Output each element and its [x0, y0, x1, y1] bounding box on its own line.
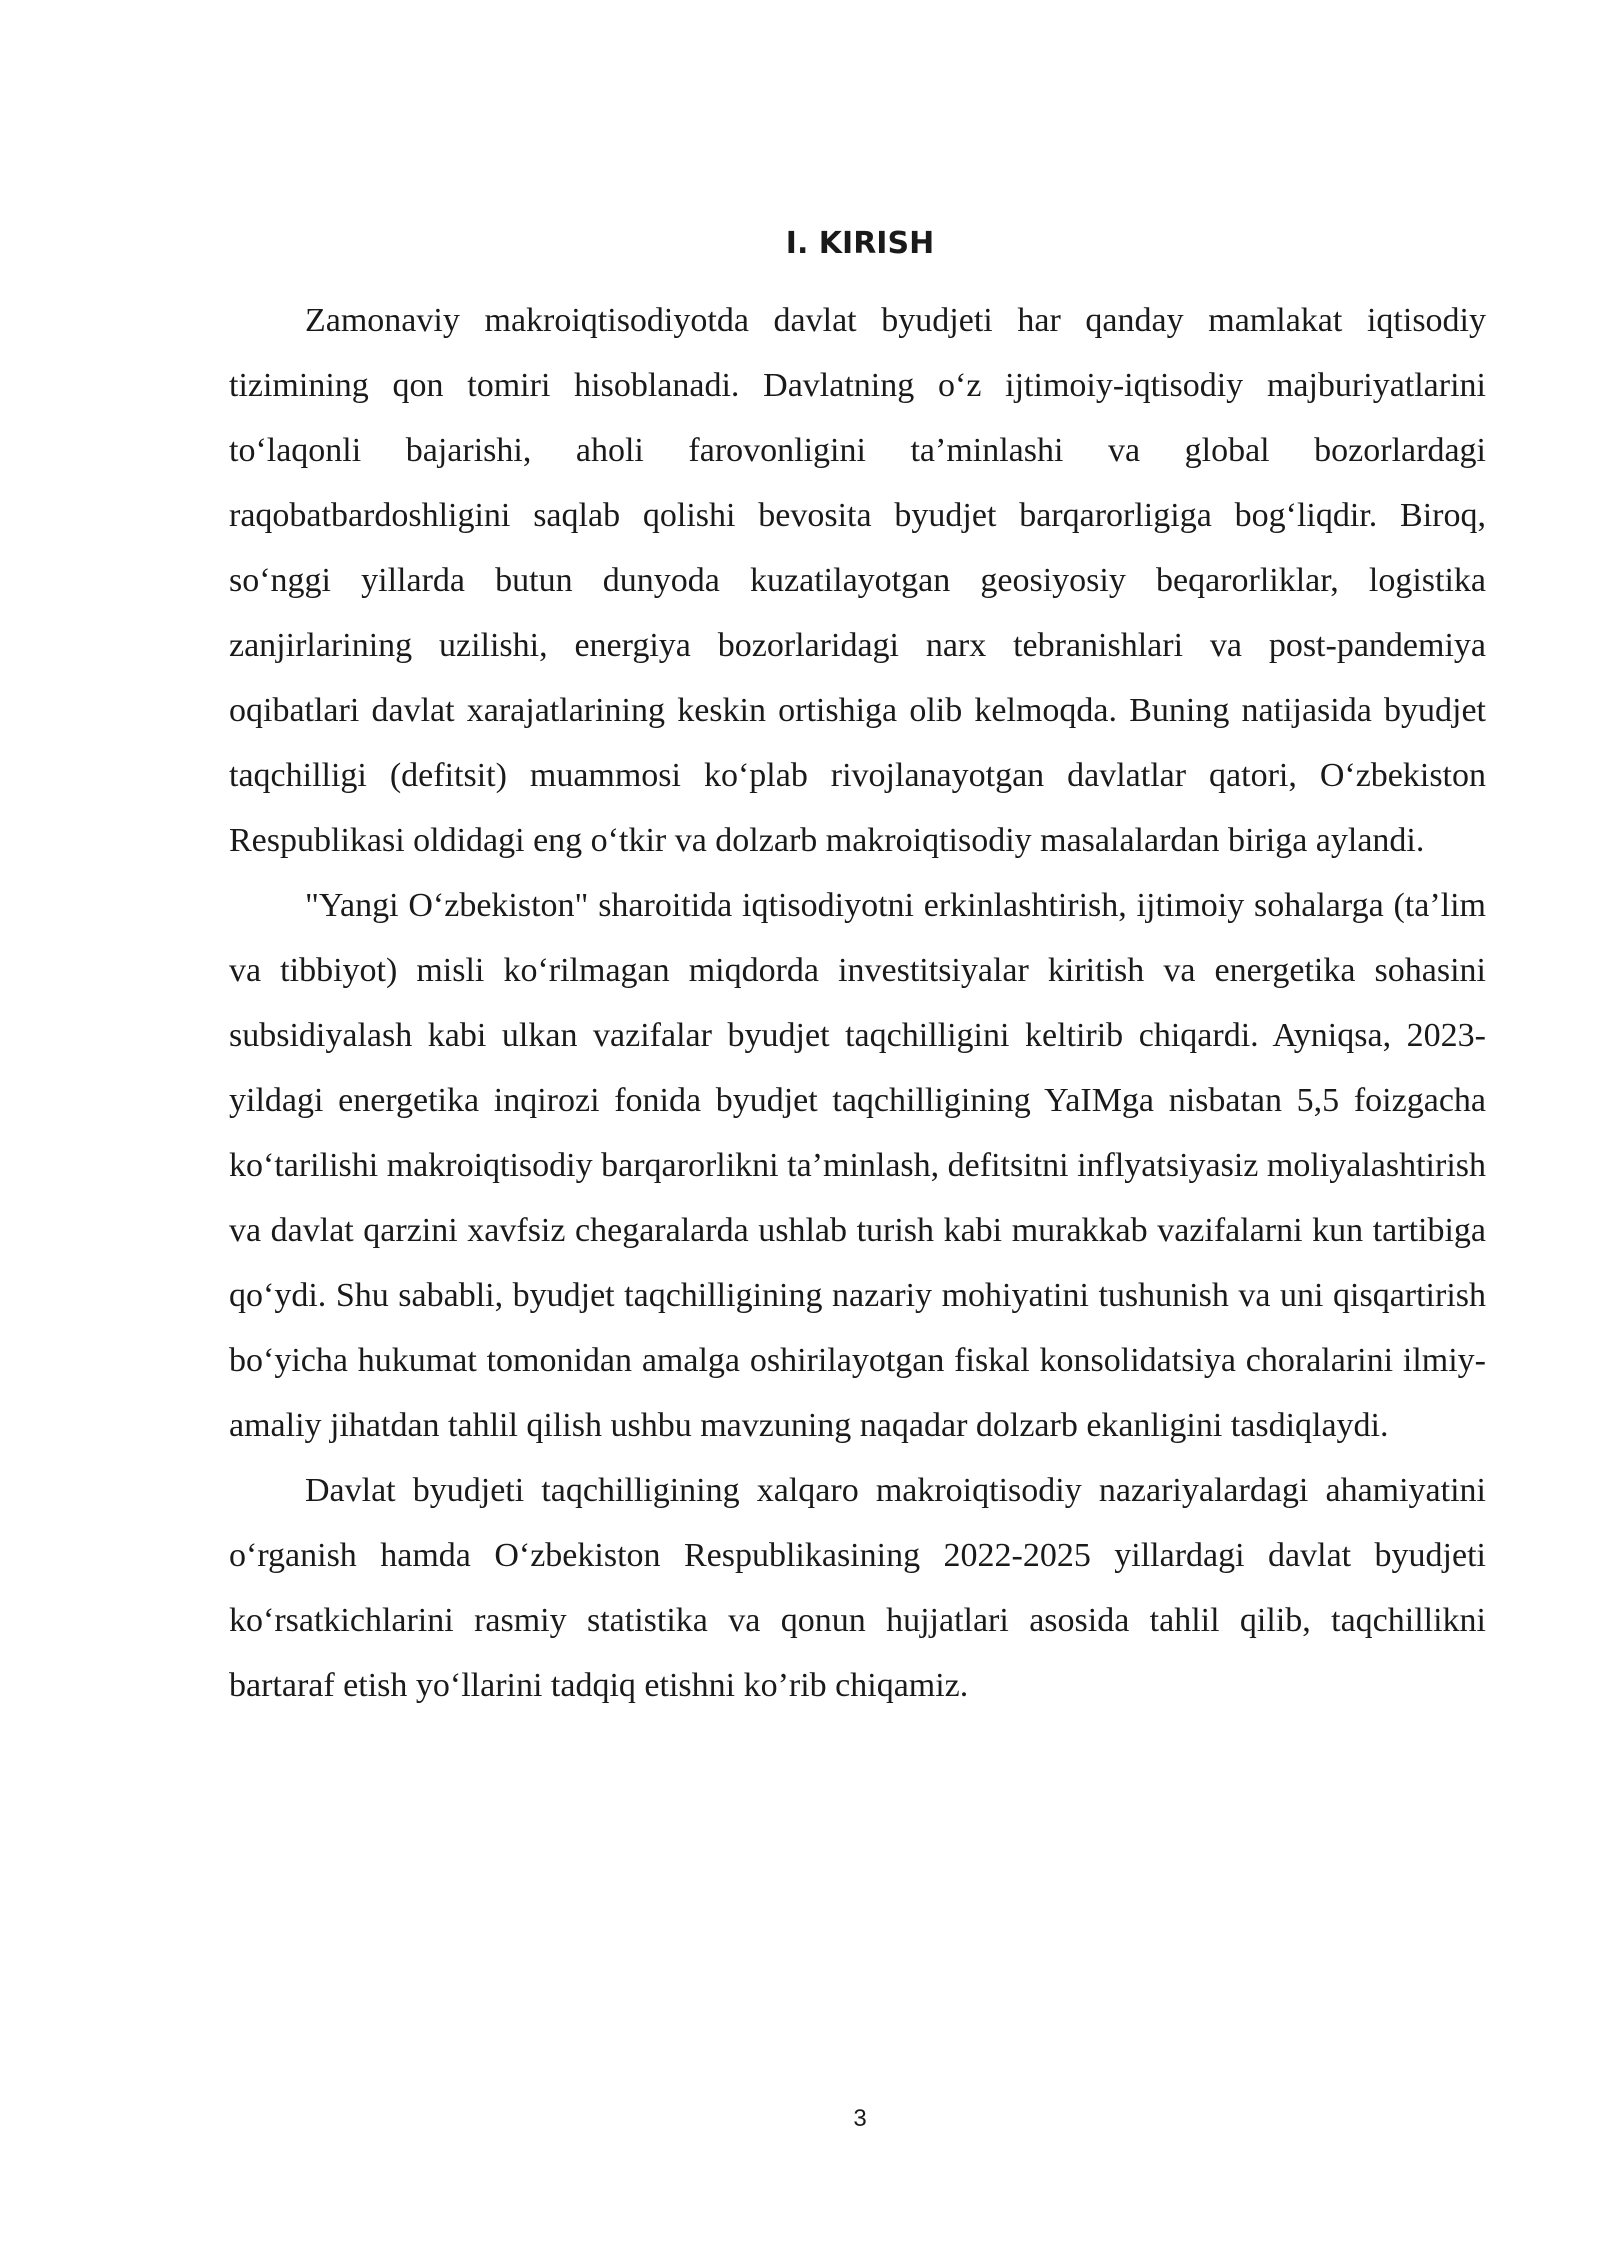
paragraph-2: "Yangi O‘zbekiston" sharoitida iqtisodiyotni erkinlashtirish, ijtimoiy sohalarga (ta’lim va tibbiyot) misli ko‘rilmagan miqdorda investitsiyalar kiritish va energetika sohasini subsidiyalash kabi ulkan vazifalar byudjet taqchilligini keltirib chiqardi. Ayniqsa, 2023-yildagi energetika inqirozi fonida byudjet taqchilligining YaIMga nisbatan 5,5 foizgacha ko‘tarilishi makroiqtisodiy barqarorlikni ta’minlash, defitsitni inflyatsiyasiz moliyalashtirish va davlat qarzini xavfsiz chegaralarda ushlab turish kabi murakkab vazifalarni kun tartibiga qo‘ydi. Shu sababli, byudjet taqchilligining nazariy mohiyatini tushunish va uni qisqartirish bo‘yicha hukumat tomonidan amalga oshirilayotgan fiskal konsolidatsiya choralarini ilmiy-amaliy jihatdan tahlil qilish ushbu mavzuning naqadar dolzarb ekanligini tasdiqlaydi. [229, 887, 1486, 1444]
paragraph-3: Davlat byudjeti taqchilligining xalqaro makroiqtisodiy nazariyalardagi ahamiyatini o‘rganish hamda O‘zbekiston Respublikasining 2022-2025 yillardagi davlat byudjeti ko‘rsatkichlarini rasmiy statistika va qonun hujjatlari asosida tahlil qilib, taqchillikni bartaraf etish yo‘llarini tadqiq etishni ko’rib chiqamiz. [229, 1472, 1486, 1704]
paragraph-1: Zamonaviy makroiqtisodiyotda davlat byudjeti har qanday mamlakat iqtisodiy tizimining qon tomiri hisoblanadi. Davlatning o‘z ijtimoiy-iqtisodiy majburiyatlarini to‘laqonli bajarishi, aholi farovonligini ta’minlashi va global bozorlardagi raqobatbardoshligini saqlab qolishi bevosita byudjet barqarorligiga bog‘liqdir. Biroq, so‘nggi yillarda butun dunyoda kuzatilayotgan geosiyosiy beqarorliklar, logistika zanjirlarining uzilishi, energiya bozorlaridagi narx tebranishlari va post-pandemiya oqibatlari davlat xarajatlarining keskin ortishiga olib kelmoqda. Buning natijasida byudjet taqchilligi (defitsit) muammosi ko‘plab rivojlanayotgan davlatlar qatori, O‘zbekiston Respublikasi oldidagi eng o‘tkir va dolzarb makroiqtisodiy masalalardan biriga aylandi. [229, 302, 1486, 859]
body-text [229, 288, 1486, 1718]
page-number: 3 [853, 2105, 867, 2132]
section-heading: I. KIRISH [785, 226, 935, 261]
